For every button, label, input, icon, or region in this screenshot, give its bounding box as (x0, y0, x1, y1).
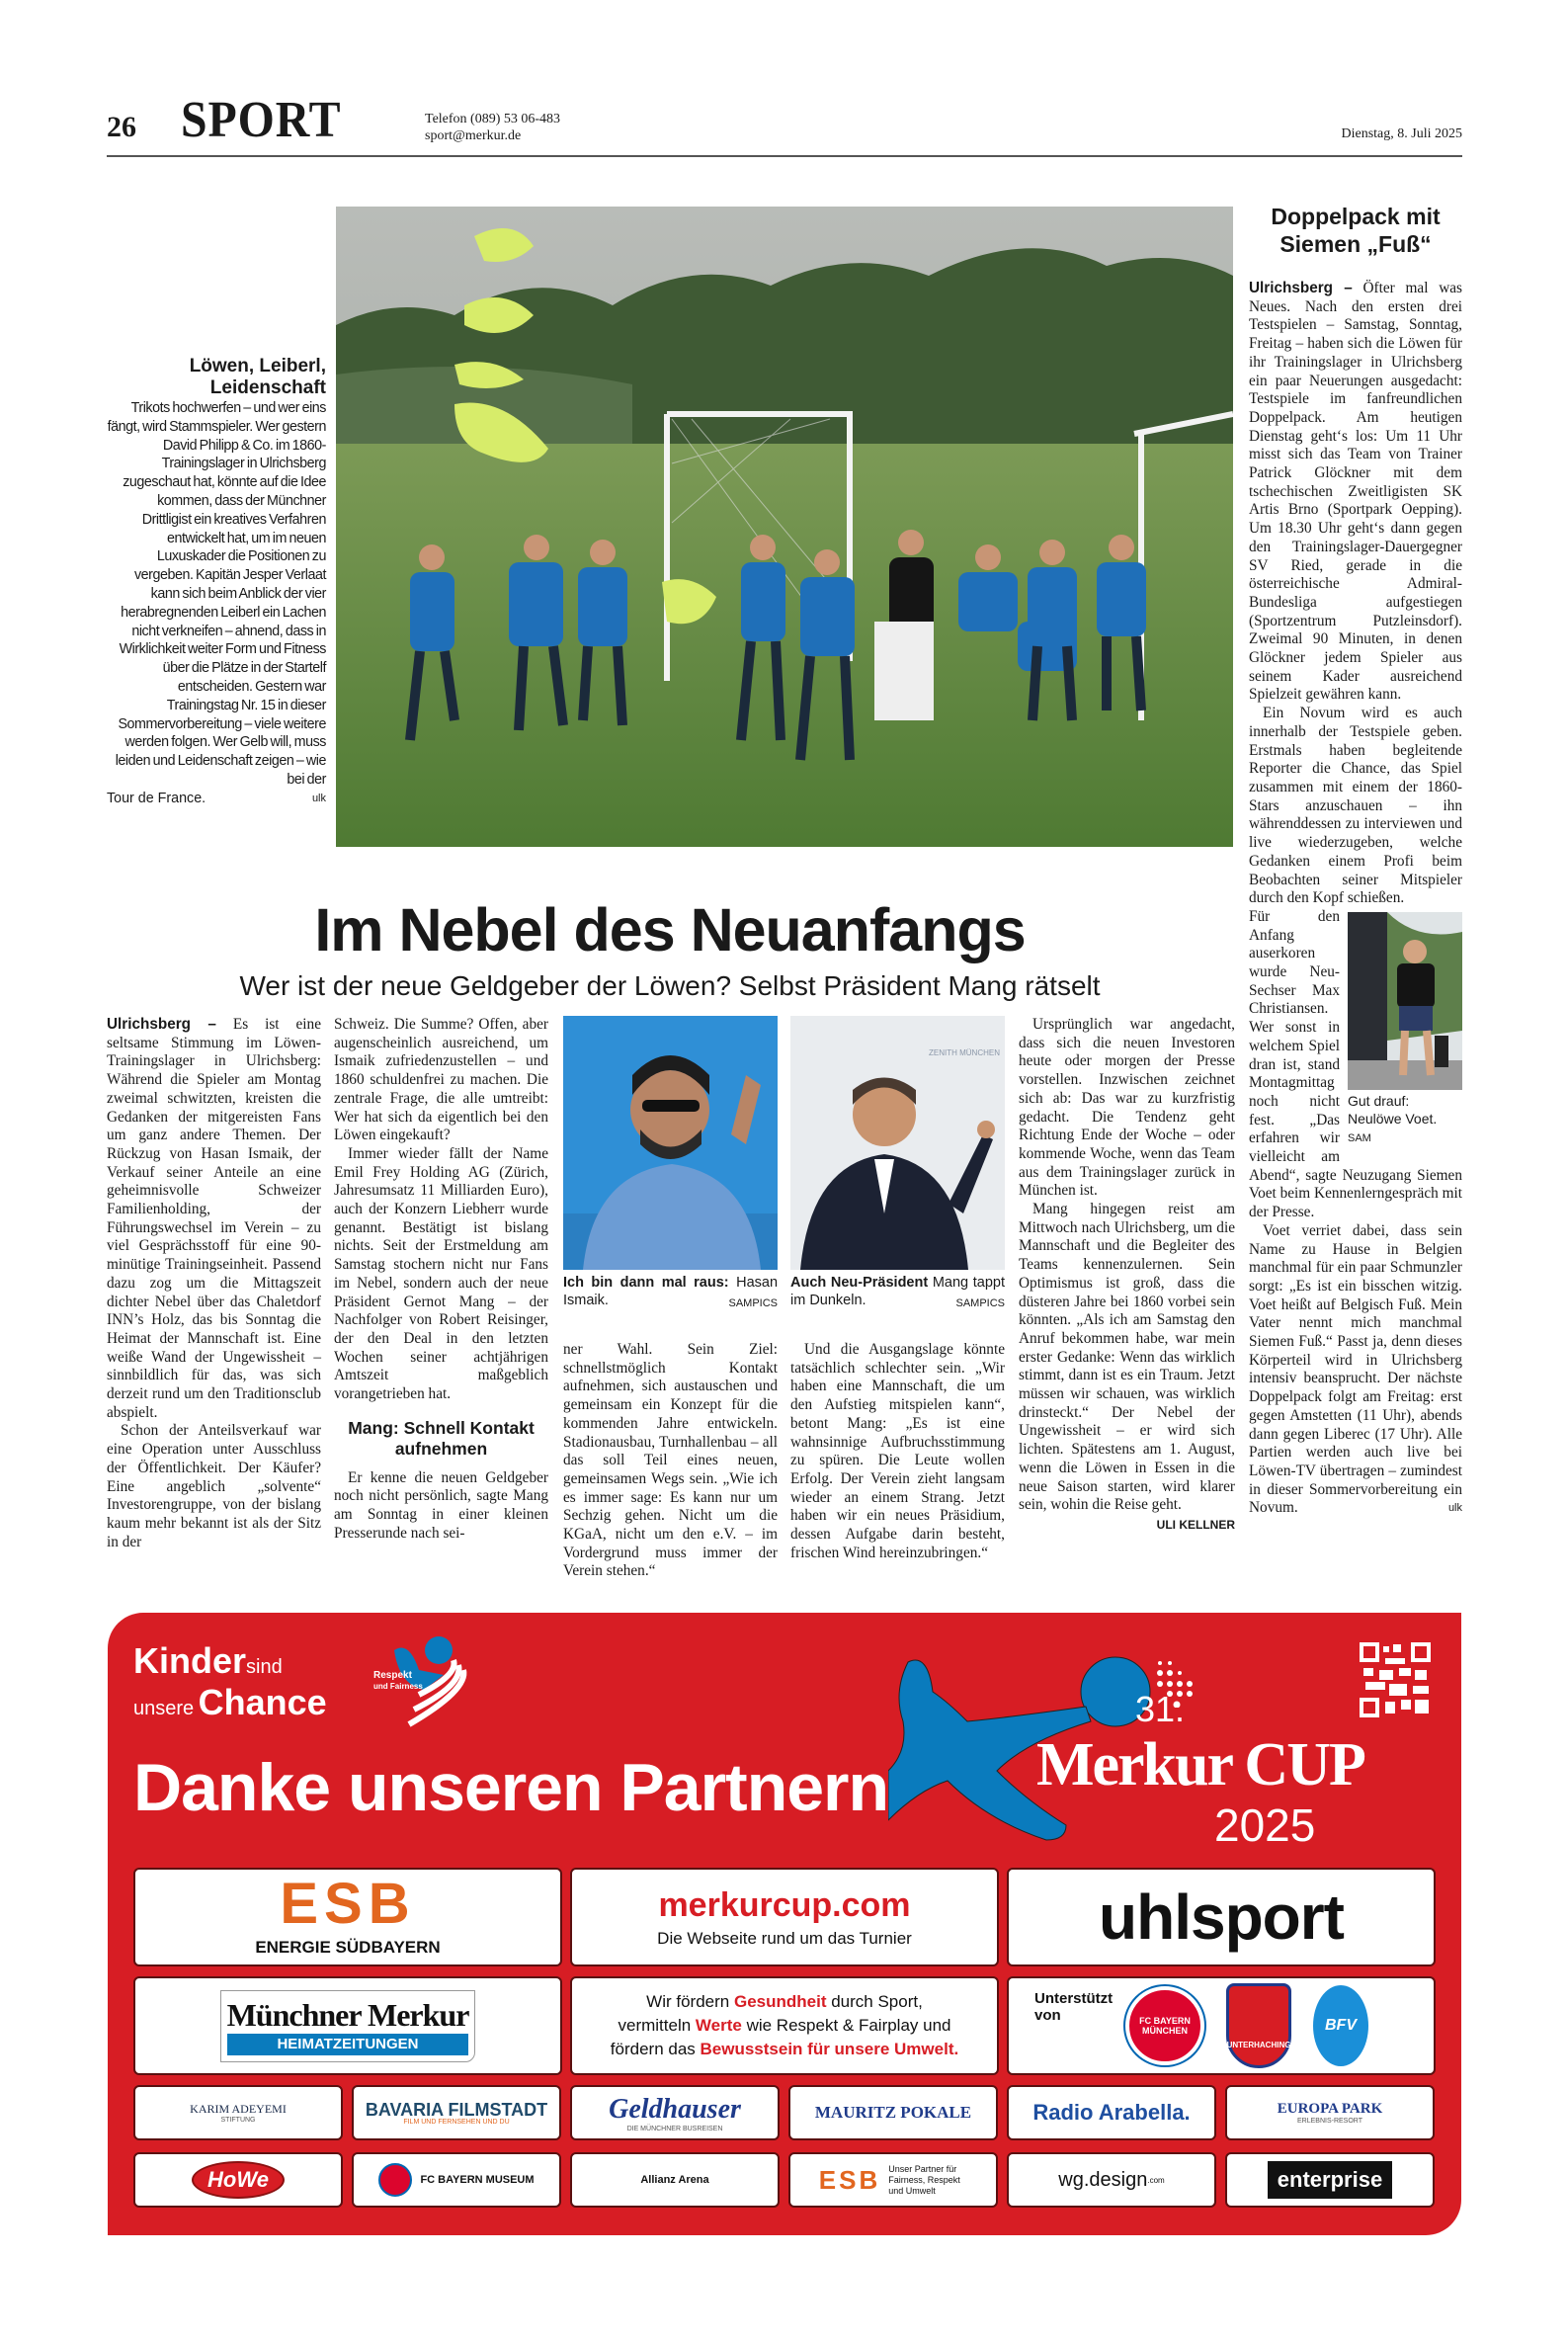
partner-supporters (1007, 1976, 1436, 2075)
ad-mission-statement (570, 1976, 999, 2075)
partner-esb (133, 1868, 562, 1966)
respekt-fairness-logo (370, 1630, 478, 1739)
caption-credit: SAMPICS (955, 1297, 1005, 1309)
partner-name: FC BAYERN MUSEUM (420, 2174, 535, 2186)
msg-highlight: Werte (695, 2016, 742, 2035)
msg-highlight: Gesundheit (733, 1992, 827, 2011)
article-column-1 (107, 1016, 321, 1551)
sidebar-paragraph: Voet verriet dabei, dass sein Name zu Hause in Belgien manchmal für ein paar Schmunzler sorgt: „Es ist ein bisschen witzig. Voet heißt auf Belgisch Fuß. Mein Vater nennt mich manchmal Siemen Fuß.“ Passt ja, denn dieses Körperteil wird in Ulrichsberg intensiv beansprucht. Der nächste Doppelpack folgt am Freitag: erst gegen Amstetten (11 Uhr), abends dann gegen Liberec (17 Uhr). Alle Partien werden auch live bei Löwen-TV übertragen – zumindest in dieser Sommervorbereitung ein Novum. (1249, 1221, 1462, 1517)
caption-text: Hasan Ismaik. (563, 1275, 779, 1308)
mm-logo: Münchner Merkur (226, 1996, 469, 2033)
photo-caption-box (107, 356, 326, 808)
article-paragraph: Es ist eine seltsame Stimmung im Löwen-Trainingslager in Ulrichsberg: Während die Spieler am Montag zweimal schwitzten, kreisten die Gedanken der mitgereisten Fans um ganz andere Themen. Der Rückzug von Hasan Ismaik, der Verkauf seiner Anteile an eine geheimnisvolle Schweizer Familienholding, der Führungswechsel im Verein – zu viel Gesprächsstoff für eine 90-minütige Trainingseinheit. Passend dazu zog um die Mittagszeit dichter Nebel über das Chaletdorf INN’s Holz, das bis Sonntag die Heimat der Mannschaft ist. Eine weiße Wand der Ungewissheit – sinnbildlich für das, was sich derzeit rund um den Traditionsclub abspielt. (107, 1016, 321, 1421)
article-column-5 (1019, 1016, 1235, 1532)
partner-name: Radio Arabella. (1032, 2100, 1191, 2125)
mang-photo (790, 1016, 1005, 1270)
voet-photo (1348, 912, 1462, 1090)
sidebar-paragraph: Öfter mal was Neues. Nach den ersten drei Testspielen – Samstag, Sonntag, Freitag – haben sich die Löwen für ihr Trainingslager in Ulrichsberg ein paar Neuerungen ausgedacht: Testspiele im fanfreundlichen Doppelpack. Am heutigen Dienstag geht‘s los: Um 11 Uhr misst sich das Team von Trainer Patrick Glöckner mit dem tschechischen Zweitligisten SK Artis Brno (Sportpark Oepping). Um 18.30 Uhr geht‘s dann gegen den Trainingslager-Dauergegner SV Ried, gerade in die österreichische Admiral-Bundesliga aufgestiegen (Sportzentrum Putzleinsdorf). Zweimal 90 Minuten, in denen Glöckner jedem Spieler aus seinem Kader ausreichend Spielzeit gewähren kann. (1249, 280, 1462, 704)
article-paragraph: Schweiz. Die Summe? Offen, aber augenscheinlich ausreichend, um Ismaik zufriedenzustellen – und 1860 schuldenfrei zu machen. Die zentrale Frage, die alle umtreibt: Wer hat sich da eigentlich bei den Löwen eingekauft? (334, 1016, 548, 1144)
mang-caption (790, 1274, 1005, 1327)
logo-text: und Fairness (373, 1682, 423, 1691)
kinder-chance-logo (133, 1640, 327, 1723)
phone: Telefon (089) 53 06-483 (425, 112, 561, 126)
caption-text: Mang tappt im Dunkeln. (790, 1275, 1005, 1308)
partner-uhlsport (1007, 1868, 1436, 1966)
partner-name: Allianz Arena (640, 2174, 709, 2186)
fc-bayern-crest-icon (378, 2163, 412, 2197)
site-subtitle: Die Webseite rund um das Turnier (657, 1928, 912, 1948)
partner-merkurcup-site (570, 1868, 999, 1966)
photo-caption-credit: ulk (311, 792, 326, 804)
uhlsport-logo: uhlsport (1099, 1881, 1344, 1953)
article-subhead: Mang: Schnell Kontakt aufnehmen (348, 1417, 535, 1459)
partner-name: wg.design (1058, 2168, 1148, 2191)
cup-edition: 31. (1135, 1689, 1186, 1729)
partner-subtitle: FILM UND FERNSEHEN UND DU (403, 2118, 510, 2126)
partner-logo (788, 2152, 998, 2208)
photo-caption-title: Löwen, Leiberl, Leidenschaft (189, 356, 326, 398)
sidebar-credit: ulk (1447, 1502, 1462, 1515)
caption-lead: Ich bin dann mal raus: (563, 1275, 729, 1291)
page-number: 26 (107, 111, 136, 143)
partner-logo (788, 2085, 998, 2140)
partner-logo (133, 2152, 343, 2208)
partner-logo (570, 2085, 780, 2140)
partner-subtitle: STIFTUNG (220, 2117, 256, 2124)
caption-lead: Auch Neu-Präsident (790, 1275, 929, 1291)
msg-text: fördern das (610, 2040, 701, 2058)
ismaik-caption (563, 1274, 778, 1327)
msg-text: vermitteln (618, 2016, 696, 2035)
ad-title: Danke unseren Partnern (133, 1750, 889, 1825)
partner-name: EUROPA PARK (1277, 2101, 1383, 2117)
partner-name: enterprise (1268, 2161, 1392, 2199)
logo-text: unsere (133, 1698, 195, 1719)
voet-caption-credit: SAM (1348, 1131, 1371, 1144)
sidebar-paragraph: Ein Novum wird es auch innerhalb der Testspiele geben. Erstmals haben begleitende Reporter die Chance, das Spiel zusammen mit einem der 1860-Stars anzuschauen – ihn währenddessen zu interviewen und live wiederzugeben, welche Gedanken einem Profi beim Beobachten seiner Mitspieler durch den Kopf schießen. (1249, 705, 1462, 907)
article-column-2 (334, 1016, 548, 1544)
esb-logo: ESB (280, 1872, 416, 1936)
site-link: merkurcup.com (658, 1885, 911, 1924)
mm-subtitle: HEIMATZEITUNGEN (227, 2034, 469, 2055)
partner-logo (1225, 2085, 1435, 2140)
fc-bayern-logo: FC BAYERN MÜNCHEN (1125, 1986, 1204, 2065)
partner-logo (1007, 2152, 1216, 2208)
email: sport@merkur.de (425, 128, 522, 143)
article-paragraph: Schon der Anteilsverkauf war eine Operation unter Ausschluss der Öffentlichkeit. Der Käufer? Eine angeblich „solvente“ Investorengruppe, von der bislang kaum mehr bekannt ist als der Sitz in der (107, 1422, 321, 1550)
caption-credit: SAMPICS (728, 1297, 778, 1309)
partner-logo (1007, 2085, 1216, 2140)
partner-logo (1225, 2152, 1435, 2208)
esb-partner-text: Unser Partner für Fairness, Respekt und Umwelt (888, 2163, 960, 2196)
partner-subtitle: DIE MÜNCHNER BUSREISEN (626, 2125, 723, 2132)
sidebar-dateline: Ulrichsberg – (1249, 280, 1353, 296)
msg-text: Wir fördern (646, 1992, 734, 2011)
bfv-logo: BFV (1313, 1985, 1368, 2066)
cup-year: 2025 (1214, 1799, 1316, 1851)
photo-caption-text: Trikots hochwerfen – und wer eins fängt, wird Stammspieler. Wer gestern David Philipp & Co. im 1860-Trainingslager in Ulrichsberg zugeschaut hat, könnte auf die Idee kommen, dass der Münchner Drittligist ein kreatives Verfahren entwickelt hat, um im neuen Luxuskader die Positionen zu vergeben. Kapitän Jesper Verlaat kann sich beim Anblick der vier herabregnenden Leiberl ein Lachen nicht verkneifen – ahnend, dass in Wirklichkeit weiter Form und Fitness über die Plätze in der Startelf entscheiden. Gestern war Trainingstag Nr. 15 in dieser Sommervorbereitung – viele weitere werden folgen. Wer Gelb will, muss leiden und Leidenschaft zeigen – wie bei der (107, 400, 326, 788)
logo-text: Kinder (133, 1640, 247, 1681)
partner-name: KARIM ADEYEMI (190, 2102, 287, 2116)
esb-subtitle: ENERGIE SÜDBAYERN (255, 1938, 441, 1957)
merkur-cup-ad (108, 1613, 1461, 2235)
logo-text: Respekt (373, 1670, 412, 1681)
sidebar-paragraph: Für den Anfang auserkoren wurde Neu-Sechser Max Christiansen. Wer sonst in welchem Spiel dran ist, stand Montagmittag noch nicht fest. „Das erfahren wir vielleicht am Abend“, sagte Neuzugang Siemen Voet beim Kennenlerngespräch mit der Presse. (1249, 907, 1462, 1221)
partner-name: HoWe (192, 2161, 285, 2199)
partner-name: ESB (818, 2164, 881, 2195)
partner-logo (352, 2152, 561, 2208)
photo-caption-last: Tour de France. (107, 790, 206, 806)
article-subheadline: Wer ist der neue Geldgeber der Löwen? Selbst Präsident Mang rätselt (239, 970, 1101, 1001)
partner-name: Geldhauser (609, 2093, 741, 2125)
partner-logo (352, 2085, 561, 2140)
sidebar-title: Doppelpack mit Siemen „Fuß“ (1271, 204, 1441, 257)
partner-logo (133, 2085, 343, 2140)
cup-name: Merkur CUP (1036, 1731, 1364, 1798)
article-paragraph: Ursprünglich war angedacht, dass sich die neuen Investoren heute oder morgen der Presse vorstellen. Inzwischen zeichnet sich ab: Das war zu kurzfristig gedacht. Die Tendenz geht Richtung Ende der Woche – oder kommende Woche, wenn das Team aus dem Trainingslager zurück in München ist. (1019, 1016, 1235, 1200)
article-column-4 (790, 1016, 1005, 1562)
logo-text: Chance (198, 1682, 327, 1722)
article-dateline: Ulrichsberg – (107, 1016, 216, 1033)
logo-text: sind (246, 1656, 283, 1678)
partner-subtitle: ERLEBNIS-RESORT (1297, 2118, 1362, 2125)
msg-text: durch Sport, (826, 1992, 923, 2011)
unterhaching-logo: UNTERHACHING (1226, 1983, 1291, 2068)
article-author: ULI KELLNER (1156, 1517, 1235, 1532)
backdrop-text: ZENITH MÜNCHEN (929, 1048, 1000, 1057)
msg-highlight: Bewusstsein für unsere Umwelt. (700, 2040, 959, 2058)
header-rule (107, 155, 1462, 157)
sidebar-article (1249, 203, 1462, 1518)
partner-logo (570, 2152, 780, 2208)
training-photo (336, 207, 1233, 847)
contact-info (425, 111, 560, 144)
partner-name: MAURITZ POKALE (814, 2103, 972, 2122)
section-title: SPORT (181, 92, 342, 148)
partner-muenchner-merkur (133, 1976, 562, 2075)
article-paragraph: ner Wahl. Sein Ziel: schnellstmöglich Kontakt aufnehmen, sich austauschen und gemeinsam ein Konzept für die kommenden Jahre entwickeln. Stadionausbau, Turnhallenbau – all das soll Teil eines neuen, gemeinsamen Wegs sein. „Wie ich es immer sage: Es kann nur um Sechzig gehen. Nicht um die KGaA, nicht um den e.V. – im Vordergrund muss immer der Verein stehen.“ (563, 1341, 778, 1580)
wg-com: .com (1147, 2175, 1165, 2185)
qr-code-icon (1360, 1642, 1431, 1717)
partner-name: BAVARIA FILMSTADT (365, 2099, 548, 2120)
supported-label: Unterstützt von (1034, 1990, 1114, 2024)
msg-text: wie Respekt & Fairplay und (741, 2016, 951, 2035)
issue-date: Dienstag, 8. Juli 2025 (1341, 126, 1462, 141)
article-paragraph: Er kenne die neuen Geldgeber noch nicht persönlich, sagte Mang am Sonntag in einer kleinen Presserunde nach sei- (334, 1468, 548, 1542)
article-paragraph: Mang hingegen reist am Mittwoch nach Ulrichsberg, um die Mannschaft und die Begleiter des Teams kennenzulernen. Sein Optimismus ist groß, dass die düsteren Jahre bei 1860 vorbei sein könnten. „Als ich am Samstag den Anruf bekommen habe, war mein erster Gedanke: Wenn das wirklich stimmt, dann ist es ein Traum. Jetzt müssen wir schauen, was wirklich drinsteckt.“ Der Nebel der Ungewissheit – er wird sich lichten. Spätestens am 1. August, wenn die Löwen in Essen in die neue Saison starten, wird klarer sein, wohin die Reise geht. (1019, 1201, 1235, 1514)
article-paragraph: Und die Ausgangslage könnte tatsächlich schlechter sein. „Wir haben eine Mannschaft, die um den Aufstieg mitspielen kann“, betont Mang: „Es ist eine wahnsinnige Aufbruchsstimmung zu spüren. Die Leute wollen Erfolg. Der Verein zieht langsam wieder an einem Strang. Jetzt haben wir ein neues Präsidium, dessen Aufgabe darin besteht, frischen Wind hereinzubringen.“ (790, 1341, 1005, 1561)
article-headline: Im Nebel des Neuanfangs (314, 896, 1026, 963)
voet-caption (1348, 1092, 1462, 1147)
voet-photo-block (1348, 912, 1462, 1147)
ismaik-photo (563, 1016, 778, 1270)
article-paragraph: Immer wieder fällt der Name Emil Frey Holding AG (Zürich, Jahresumsatz 11 Milliarden Euro), auch der Konzern Liebherr wurde genannt. Bestätigt ist bislang nichts. Seit der Erstmeldung am Samstag stochern nicht nur Fans im Nebel, sondern auch der neue Präsident Gernot Mang – der Nachfolger von Robert Reisinger, der den Deal in den letzten Wochen seiner achtjährigen Amtszeit maßgeblich vorangetrieben hat. (334, 1144, 548, 1403)
voet-caption-text: Gut drauf: Neulöwe Voet. (1348, 1092, 1438, 1127)
article-column-3 (563, 1016, 778, 1581)
